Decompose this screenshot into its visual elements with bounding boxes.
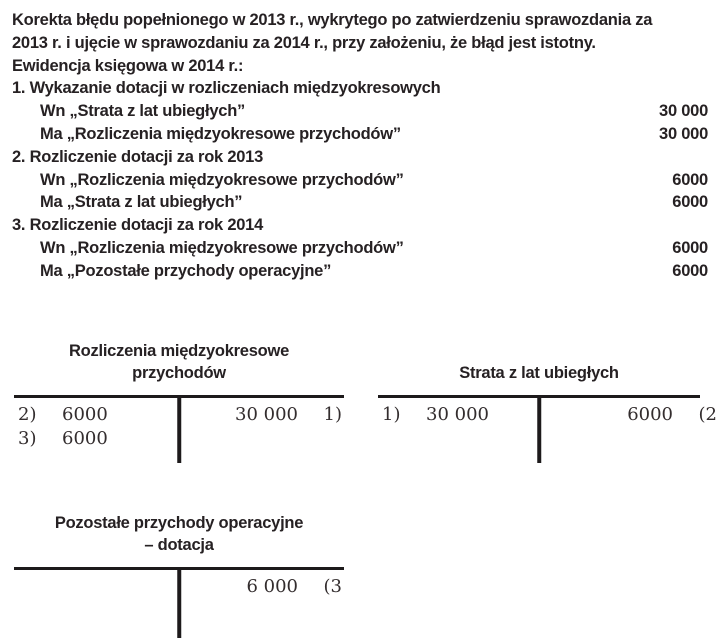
entry-amount: 30 000 <box>426 404 489 425</box>
journal-line <box>12 260 708 283</box>
t-account-credit-column <box>179 404 344 428</box>
entry-1-heading: 1. Wykazanie dotacji w rozliczeniach międzyokresowych <box>12 79 441 98</box>
journal-line-amount: 30 000 <box>659 102 708 121</box>
entry-amount: 6000 <box>62 404 108 425</box>
journal-line <box>12 169 708 192</box>
entry-2-heading: 2. Rozliczenie dotacji za rok 2013 <box>12 147 264 166</box>
t-account-entry <box>558 404 719 428</box>
intro-line-2: 2013 r. i ujęcie w sprawozdaniu za 2014 r., przy założeniu, że błąd jest istotny. <box>12 33 596 52</box>
entry-amount: 30 000 <box>235 404 298 425</box>
t-account-entry <box>179 404 344 428</box>
entry-amount: 6 000 <box>246 576 298 597</box>
entry-ref: (2 <box>698 404 717 425</box>
t-account-debit-column <box>378 404 539 428</box>
t-account-entry <box>179 576 344 600</box>
journal-line-label: Wn „Strata z lat ubiegłych” <box>40 102 246 121</box>
journal-line-amount: 6000 <box>672 261 708 280</box>
t-account-title-line: Strata z lat ubiegłych <box>459 364 619 382</box>
t-account-pozostale <box>14 567 344 638</box>
journal-line-label: Wn „Rozliczenia międzyokresowe przychodów” <box>40 170 404 189</box>
entry-3-heading: 3. Rozliczenie dotacji za rok 2014 <box>12 216 264 235</box>
t-account-title-pozostale <box>14 512 344 556</box>
entry-ref: 2) <box>18 404 37 425</box>
t-account-rozliczenia <box>14 395 344 463</box>
ledger-heading: Ewidencja księgowa w 2014 r.: <box>12 56 244 75</box>
t-account-entry <box>14 428 179 452</box>
journal-line-label: Wn „Rozliczenia międzyokresowe przychodów” <box>40 238 404 257</box>
t-account-entry <box>378 404 539 428</box>
entry-ref: 1) <box>382 404 401 425</box>
journal-line-label: Ma „Rozliczenia międzyokresowe przychodów” <box>40 124 401 143</box>
entry-ref: 1) <box>323 404 342 425</box>
journal-line-label: Ma „Strata z lat ubiegłych” <box>40 193 243 212</box>
entry-amount: 6000 <box>62 428 108 449</box>
t-account-title-line: Pozostałe przychody operacyjne <box>54 514 304 532</box>
journal-line <box>12 100 708 123</box>
journal-line <box>12 191 708 214</box>
intro-line-1: Korekta błędu popełnionego w 2013 r., wykrytego po zatwierdzeniu sprawozdania za <box>12 11 653 29</box>
t-account-credit-column <box>179 576 344 600</box>
journal-line-label: Ma „Pozostałe przychody operacyjne” <box>40 261 332 280</box>
journal-line-amount: 6000 <box>672 170 708 189</box>
journal-line <box>12 123 708 146</box>
journal-text-block <box>12 9 708 283</box>
t-account-debit-column <box>14 404 179 452</box>
entry-ref: (3 <box>323 576 342 597</box>
journal-line <box>12 237 708 260</box>
t-account-title-strata <box>378 362 700 384</box>
entry-amount: 6000 <box>627 404 673 425</box>
t-account-title-rozliczenia <box>14 340 344 384</box>
journal-line-amount: 30 000 <box>659 124 708 143</box>
t-account-strata <box>378 395 717 463</box>
entry-ref: 3) <box>18 428 37 449</box>
t-account-title-line: – dotacja <box>144 536 214 554</box>
t-account-title-line: przychodów <box>132 364 226 382</box>
t-account-entry <box>14 404 179 428</box>
journal-line-amount: 6000 <box>672 193 708 212</box>
intro-paragraph <box>12 9 708 55</box>
journal-line-amount: 6000 <box>672 238 708 257</box>
t-account-title-line: Rozliczenia międzyokresowe <box>69 342 289 360</box>
t-account-credit-column <box>558 404 719 428</box>
